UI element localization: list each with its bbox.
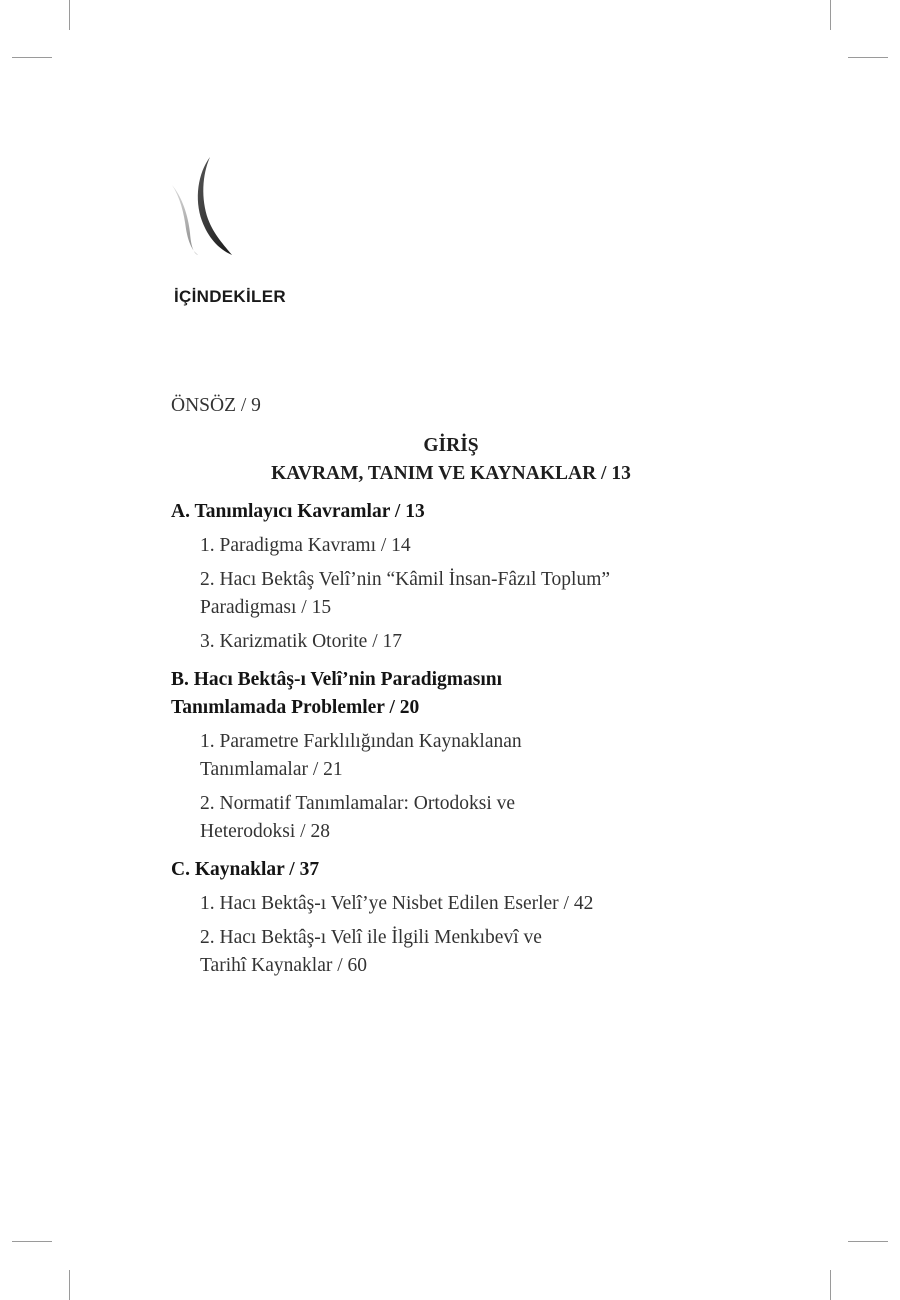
chapter-subtitle: KAVRAM, TANIM VE KAYNAKLAR / 13 (271, 463, 631, 484)
section-title: B. Hacı Bektâş-ı Velî’nin Paradigmasını Tanımlamada Problemler / 20 (171, 669, 502, 718)
crop-mark-bottom-right (848, 1241, 888, 1242)
crop-mark-bottom-right (830, 1270, 831, 1300)
crop-mark-top-left (69, 0, 70, 30)
crop-mark-top-right (830, 0, 831, 30)
toc-entry: 1. Parametre Farklılığından Kaynaklanan Tanımlamalar / 21 (200, 731, 522, 780)
toc-entry: 2. Hacı Bektâş Velî’nin “Kâmil İnsan-Fâzıl Toplum” Paradigması / 15 (200, 569, 611, 618)
chapter-title: GİRİŞ (423, 435, 479, 456)
table-of-contents (171, 392, 731, 990)
toc-entry: 1. Hacı Bektâş-ı Velî’ye Nisbet Edilen Eserler / 42 (200, 893, 594, 914)
crop-mark-bottom-left (12, 1241, 52, 1242)
toc-section-a (171, 498, 731, 656)
toc-entry: 3. Karizmatik Otorite / 17 (200, 631, 402, 652)
toc-entry: 2. Hacı Bektâş-ı Velî ile İlgili Menkıbevî ve Tarihî Kaynaklar / 60 (200, 927, 542, 976)
chapter-heading (171, 432, 731, 488)
toc-entry: 2. Normatif Tanımlamalar: Ortodoksi ve Heterodoksi / 28 (200, 793, 516, 842)
section-title: A. Tanımlayıcı Kavramlar / 13 (171, 501, 425, 522)
toc-preface-entry: ÖNSÖZ / 9 (171, 395, 261, 416)
section-title: C. Kaynaklar / 37 (171, 859, 320, 880)
crop-mark-bottom-left (69, 1270, 70, 1300)
toc-section-b (171, 666, 731, 846)
toc-heading: İÇİNDEKİLER (174, 287, 286, 306)
toc-entry: 1. Paradigma Kavramı / 14 (200, 535, 411, 556)
brush-stroke-logo-icon (168, 155, 240, 260)
toc-section-c (171, 856, 731, 980)
crop-mark-top-right (848, 57, 888, 58)
crop-mark-top-left (12, 57, 52, 58)
